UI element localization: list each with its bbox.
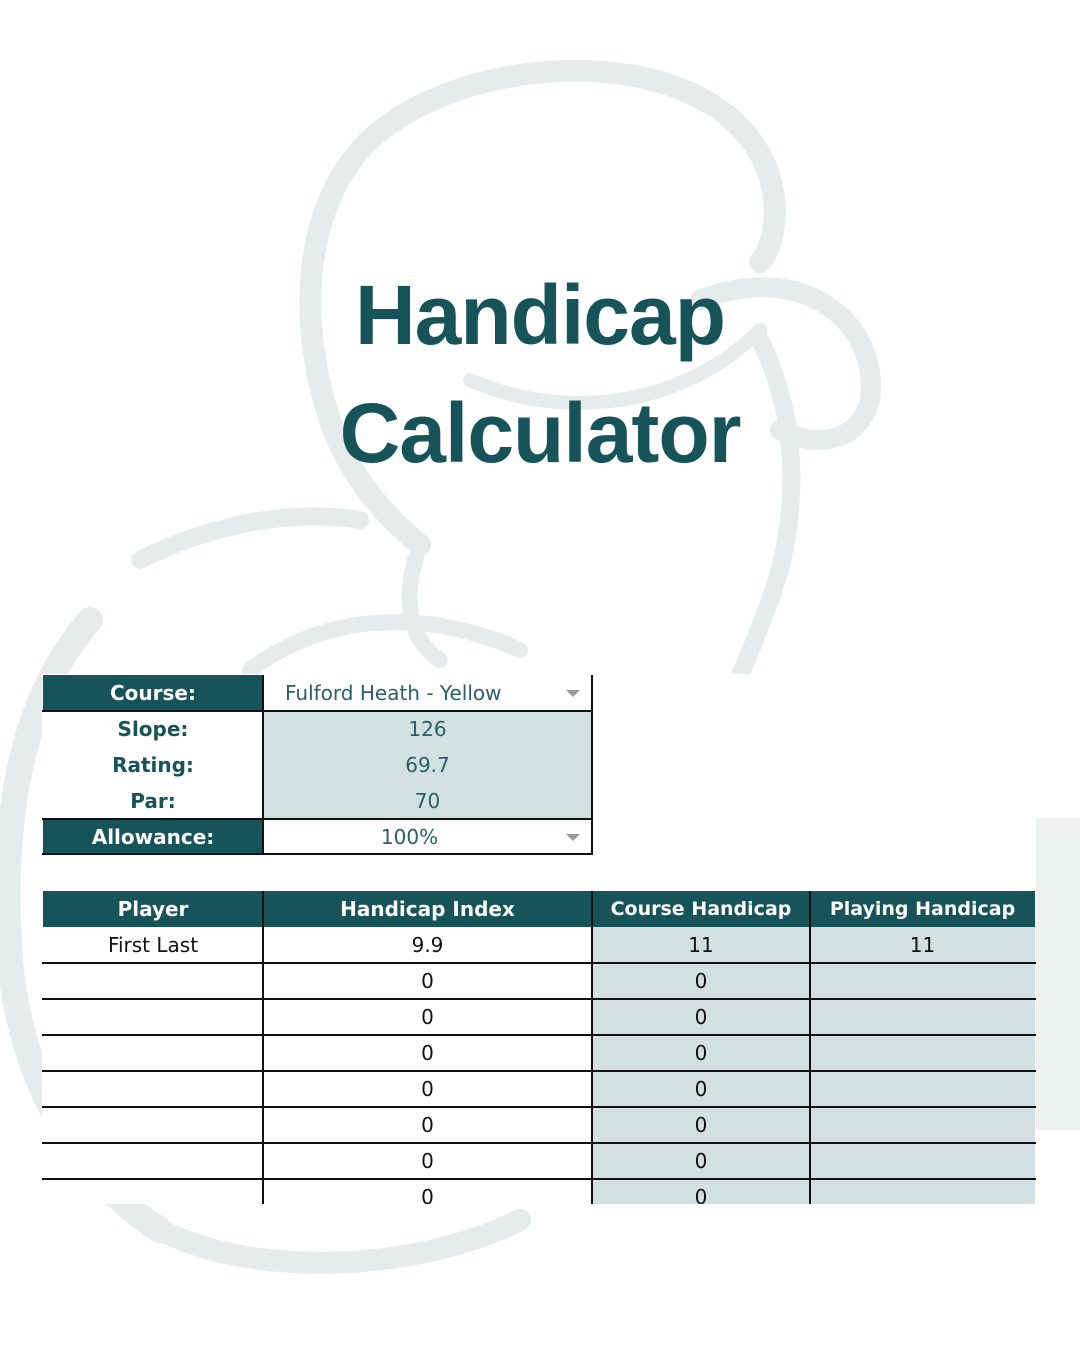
players-table <box>40 674 1040 1204</box>
course-handicap-cell: 0 <box>592 1143 810 1179</box>
allowance-label: Allowance: <box>43 819 263 855</box>
slope-value: 126 <box>263 711 592 747</box>
handicap-index-cell[interactable]: 0 <box>421 1077 434 1101</box>
playing-handicap-cell <box>810 1179 1035 1204</box>
course-handicap-cell: 11 <box>592 927 810 963</box>
playing-handicap-cell <box>810 1071 1035 1107</box>
course-handicap-cell: 0 <box>592 1179 810 1204</box>
grid-line <box>591 891 593 1204</box>
playing-handicap-cell <box>810 1143 1035 1179</box>
grid-line <box>42 1142 1036 1144</box>
grid-line <box>42 998 1036 1000</box>
playing-handicap-cell <box>810 1035 1035 1071</box>
course-value: Fulford Heath - Yellow <box>285 681 502 705</box>
grid-line <box>42 962 1036 964</box>
title-line-2: Calculator <box>339 386 741 480</box>
grid-line <box>42 818 593 820</box>
handicap-index-cell[interactable]: 9.9 <box>411 933 444 957</box>
grid-line <box>42 1106 1036 1108</box>
grid-line <box>42 853 593 855</box>
allowance-value: 100% <box>380 825 439 849</box>
player-name-cell[interactable] <box>43 1071 263 1107</box>
rating-label: Rating: <box>112 753 194 777</box>
player-name-cell[interactable] <box>43 1107 263 1143</box>
handicap-index-cell[interactable]: 0 <box>421 969 434 993</box>
slope-label: Slope: <box>117 717 189 741</box>
handicap-index-cell[interactable]: 0 <box>421 1041 434 1065</box>
player-name-cell[interactable] <box>43 963 263 999</box>
grid-line <box>42 1070 1036 1072</box>
par-value: 70 <box>263 783 592 819</box>
course-handicap-cell: 0 <box>592 1107 810 1143</box>
header-handicap-index: Handicap Index <box>263 891 592 927</box>
course-handicap-cell: 0 <box>592 1035 810 1071</box>
handicap-index-cell[interactable]: 0 <box>421 1149 434 1173</box>
title-line-1: Handicap <box>354 268 726 362</box>
page-title <box>0 256 1080 492</box>
player-name-cell[interactable]: First Last <box>107 933 199 957</box>
handicap-index-cell[interactable]: 0 <box>421 1113 434 1137</box>
header-course-handicap: Course Handicap <box>592 891 810 927</box>
playing-handicap-cell: 11 <box>810 927 1035 963</box>
player-name-cell[interactable] <box>43 999 263 1035</box>
playing-handicap-cell <box>810 999 1035 1035</box>
course-handicap-cell: 0 <box>592 999 810 1035</box>
handicap-index-cell[interactable]: 0 <box>421 1005 434 1029</box>
header-playing-handicap: Playing Handicap <box>810 891 1035 927</box>
rating-value: 69.7 <box>263 747 592 783</box>
grid-line <box>262 675 264 855</box>
player-name-cell[interactable] <box>43 1035 263 1071</box>
playing-handicap-cell <box>810 963 1035 999</box>
grid-line <box>42 1178 1036 1180</box>
grid-line <box>42 1034 1036 1036</box>
grid-line <box>809 891 811 1204</box>
grid-line <box>262 891 264 1204</box>
course-handicap-cell: 0 <box>592 1071 810 1107</box>
player-name-cell[interactable] <box>43 1179 263 1204</box>
playing-handicap-cell <box>810 1107 1035 1143</box>
player-name-cell[interactable] <box>43 1143 263 1179</box>
grid-line <box>42 710 593 712</box>
header-player: Player <box>43 891 263 927</box>
par-label: Par: <box>130 789 176 813</box>
course-handicap-cell: 0 <box>592 963 810 999</box>
handicap-index-cell[interactable]: 0 <box>421 1185 434 1204</box>
grid-line <box>591 675 593 855</box>
course-label: Course: <box>43 675 263 711</box>
